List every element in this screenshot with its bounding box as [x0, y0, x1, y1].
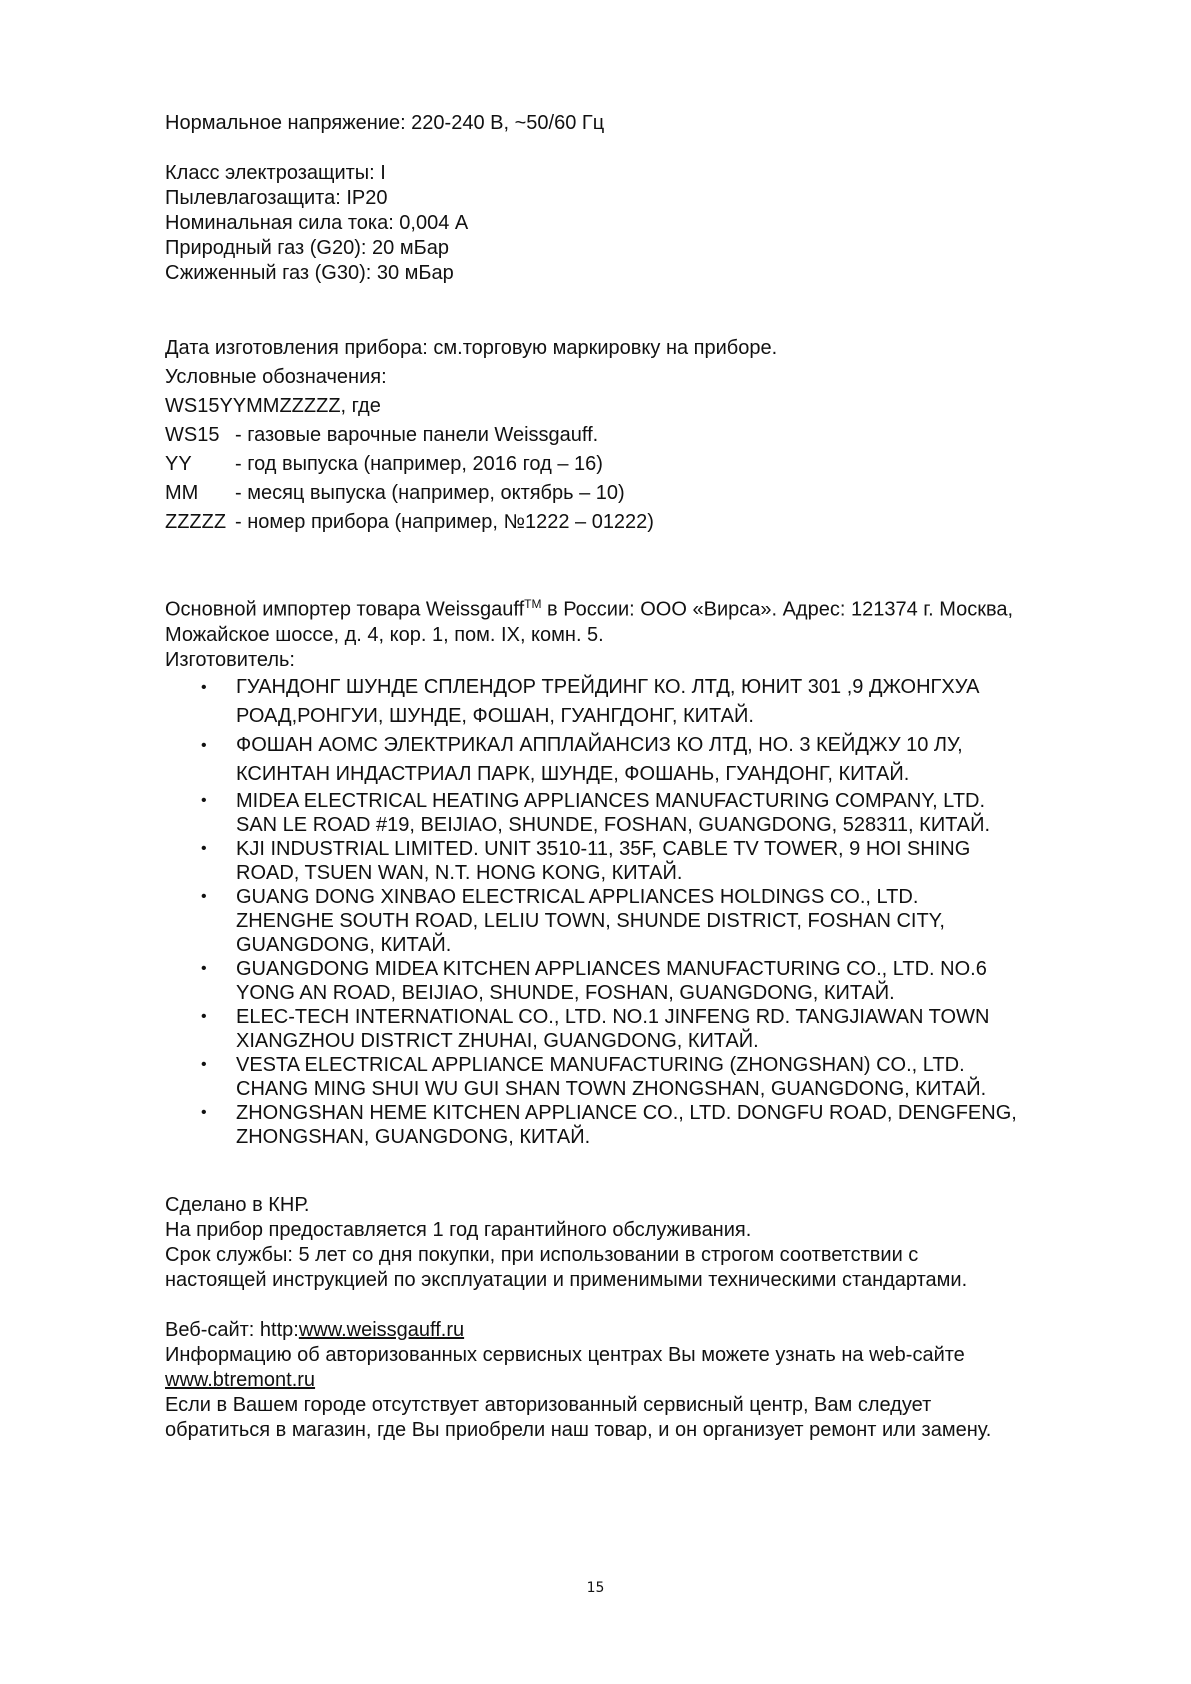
- manufacture-date-block: [165, 334, 1115, 537]
- importer-address: Можайское шоссе, д. 4, кор. 1, пом. IX, комн. 5.: [165, 623, 604, 646]
- made-in-line: Сделано в КНР.: [165, 1193, 310, 1216]
- list-item: [165, 957, 1115, 1005]
- website-label: Веб-сайт: http:: [165, 1318, 299, 1341]
- code-row: [165, 479, 1115, 508]
- service-life-line: Срок службы: 5 лет со дня покупки, при использовании в строгом соответствии с: [165, 1243, 919, 1266]
- manufacturer-line: XIANGZHOU DISTRICT ZHUHAI, GUANGDONG, КИТАЙ.: [236, 1029, 759, 1052]
- code-key: MM: [165, 482, 199, 504]
- code-format: WS15YYMMZZZZZ, где: [165, 395, 381, 417]
- manufacturer-line: ФОШАН АОМС ЭЛЕКТРИКАЛ АППЛАЙАНСИЗ КО ЛТД, НО. 3 КЕЙДЖУ 10 ЛУ,: [236, 733, 963, 756]
- manufacturer-line: РОАД,РОНГУИ, ШУНДЕ, ФОШАН, ГУАНГДОНГ, КИТАЙ.: [236, 704, 754, 727]
- trademark-sup: TM: [524, 597, 542, 611]
- manufacturer-line: GUANGDONG, КИТАЙ.: [236, 933, 452, 956]
- service-note-line: обратиться в магазин, где Вы приобрели наш товар, и он организует ремонт или замену.: [165, 1418, 992, 1441]
- spec-line: Сжиженный газ (G30): 30 мБар: [165, 262, 454, 284]
- manufacturer-list: [165, 673, 1115, 1149]
- service-life-line: настоящей инструкцией по эксплуатации и применимыми техническими стандартами.: [165, 1268, 968, 1291]
- bullet-icon: •: [201, 959, 207, 977]
- manufacturer-line: ELEC-TECH INTERNATIONAL CO., LTD. NO.1 JINFENG RD. TANGJIAWAN TOWN: [236, 1005, 990, 1028]
- importer-text: Основной импортер товара Weissgauff: [165, 598, 525, 621]
- code-row: [165, 450, 1115, 479]
- bullet-icon: •: [201, 791, 207, 809]
- manufacturer-label: Изготовитель:: [165, 648, 295, 671]
- manufacturer-line: VESTA ELECTRICAL APPLIANCE MANUFACTURING (ZHONGSHAN) CO., LTD.: [236, 1053, 965, 1076]
- importer-text: в России: ООО «Вирса». Адрес: 121374 г. Москва,: [541, 598, 1014, 621]
- list-item: [165, 1005, 1115, 1053]
- bullet-icon: •: [201, 736, 207, 754]
- spec-line: Номинальная сила тока: 0,004 А: [165, 212, 469, 234]
- specs-block: [165, 161, 1115, 286]
- bullet-icon: •: [201, 839, 207, 857]
- bullet-icon: •: [201, 678, 207, 696]
- manufacturer-line: YONG AN ROAD, BEIJIAO, SHUNDE, FOSHAN, GUANGDONG, КИТАЙ.: [236, 981, 895, 1004]
- manufacturer-line: CHANG MING SHUI WU GUI SHAN TOWN ZHONGSHAN, GUANGDONG, КИТАЙ.: [236, 1077, 987, 1100]
- code-row: [165, 508, 1115, 537]
- service-centers-link[interactable]: www.btremont.ru: [165, 1368, 316, 1391]
- code-key: ZZZZZ: [165, 511, 227, 533]
- service-info-line: Информацию об авторизованных сервисных центрах Вы можете узнать на web-сайте: [165, 1343, 965, 1366]
- list-item: [165, 673, 1115, 731]
- manufacturer-line: MIDEA ELECTRICAL HEATING APPLIANCES MANUFACTURING COMPANY, LTD.: [236, 789, 986, 812]
- service-block: [165, 1193, 1115, 1293]
- spec-line: Природный газ (G20): 20 мБар: [165, 237, 449, 259]
- code-row: [165, 421, 1115, 450]
- legend-label: Условные обозначения:: [165, 366, 387, 388]
- warranty-line: На прибор предоставляется 1 год гарантийного обслуживания.: [165, 1218, 752, 1241]
- manufacturer-line: ZHENGHE SOUTH ROAD, LELIU TOWN, SHUNDE DISTRICT, FOSHAN CITY,: [236, 909, 945, 932]
- manufacturer-line: GUANGDONG MIDEA KITCHEN APPLIANCES MANUFACTURING CO., LTD. NO.6: [236, 957, 987, 980]
- code-desc: - номер прибора (например, №1222 – 01222): [235, 511, 654, 533]
- manufacturer-line: KJI INDUSTRIAL LIMITED. UNIT 3510-11, 35F, CABLE TV TOWER, 9 HOI SHING: [236, 837, 971, 860]
- list-item: [165, 1101, 1115, 1149]
- service-note-line: Если в Вашем городе отсутствует авторизованный сервисный центр, Вам следует: [165, 1393, 932, 1416]
- manufacturer-line: SAN LE ROAD #19, BEIJIAO, SHUNDE, FOSHAN, GUANGDONG, 528311, КИТАЙ.: [236, 813, 991, 836]
- list-item: [165, 885, 1115, 957]
- manufacturer-line: ГУАНДОНГ ШУНДЕ СПЛЕНДОР ТРЕЙДИНГ КО. ЛТД, ЮНИТ 301 ,9 ДЖОНГХУА: [236, 675, 980, 698]
- service-link-line: [165, 1368, 1115, 1393]
- spec-line: Пылевлагозащита: IP20: [165, 187, 388, 209]
- manufacturer-line: ZHONGSHAN HEME KITCHEN APPLIANCE CO., LTD. DONGFU ROAD, DENGFENG,: [236, 1101, 1017, 1124]
- bullet-icon: •: [201, 1103, 207, 1121]
- voltage-line: Нормальное напряжение: 220-240 В, ~50/60 Гц: [165, 112, 605, 134]
- code-desc: - год выпуска (например, 2016 год – 16): [235, 453, 603, 475]
- web-block: [165, 1318, 1115, 1443]
- website-link[interactable]: www.weissgauff.ru: [298, 1318, 465, 1341]
- list-item: [165, 837, 1115, 885]
- manufacturer-line: КСИНТАН ИНДАСТРИАЛ ПАРК, ШУНДЕ, ФОШАНЬ, ГУАНДОНГ, КИТАЙ.: [236, 762, 910, 785]
- list-item: [165, 1053, 1115, 1101]
- list-item: [165, 789, 1115, 837]
- manufacturer-line: ZHONGSHAN, GUANGDONG, КИТАЙ.: [236, 1125, 591, 1148]
- manufacturer-line: ROAD, TSUEN WAN, N.T. HONG KONG, КИТАЙ.: [236, 861, 683, 884]
- website-line: [165, 1318, 1115, 1343]
- bullet-icon: •: [201, 887, 207, 905]
- code-key: WS15: [165, 424, 220, 446]
- date-line: Дата изготовления прибора: см.торговую маркировку на приборе.: [165, 337, 778, 359]
- bullet-icon: •: [201, 1055, 207, 1073]
- importer-line: [165, 592, 1115, 623]
- page-content: [165, 111, 1115, 1443]
- code-key: YY: [165, 453, 192, 475]
- code-desc: - месяц выпуска (например, октябрь – 10): [235, 482, 625, 504]
- importer-block: [165, 592, 1115, 673]
- list-item: [165, 731, 1115, 789]
- manufacturer-line: GUANG DONG XINBAO ELECTRICAL APPLIANCES HOLDINGS CO., LTD.: [236, 885, 919, 908]
- page-number: 15: [586, 1580, 605, 1596]
- code-desc: - газовые варочные панели Weissgauff.: [235, 424, 599, 446]
- spec-line: Класс электрозащиты: I: [165, 162, 386, 184]
- bullet-icon: •: [201, 1007, 207, 1025]
